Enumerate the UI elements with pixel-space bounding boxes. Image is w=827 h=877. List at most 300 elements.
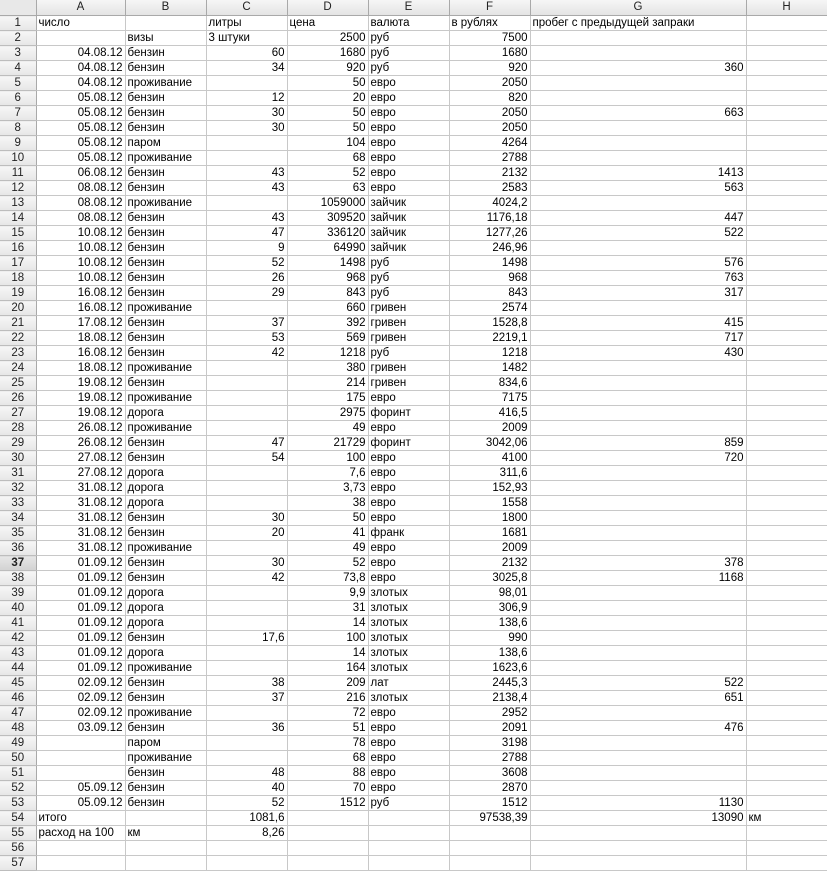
cell-c57[interactable]: [206, 856, 287, 871]
row-header[interactable]: 7: [0, 106, 36, 121]
cell-h54[interactable]: км: [746, 811, 827, 826]
cell-c31[interactable]: [206, 466, 287, 481]
cell-c9[interactable]: [206, 136, 287, 151]
row-header[interactable]: 30: [0, 451, 36, 466]
cell-a18[interactable]: 10.08.12: [36, 271, 125, 286]
cell-h35[interactable]: [746, 526, 827, 541]
cell-b52[interactable]: бензин: [125, 781, 206, 796]
row-header[interactable]: 17: [0, 256, 36, 271]
cell-a30[interactable]: 27.08.12: [36, 451, 125, 466]
cell-h7[interactable]: [746, 106, 827, 121]
row-header[interactable]: 31: [0, 466, 36, 481]
cell-g13[interactable]: [530, 196, 746, 211]
row-header[interactable]: 44: [0, 661, 36, 676]
cell-a16[interactable]: 10.08.12: [36, 241, 125, 256]
cell-b33[interactable]: дорога: [125, 496, 206, 511]
cell-g24[interactable]: [530, 361, 746, 376]
cell-b4[interactable]: бензин: [125, 61, 206, 76]
cell-f25[interactable]: 834,6: [449, 376, 530, 391]
cell-b31[interactable]: дорога: [125, 466, 206, 481]
cell-f6[interactable]: 820: [449, 91, 530, 106]
cell-d21[interactable]: 392: [287, 316, 368, 331]
cell-f22[interactable]: 2219,1: [449, 331, 530, 346]
cell-b17[interactable]: бензин: [125, 256, 206, 271]
cell-c8[interactable]: 30: [206, 121, 287, 136]
cell-a29[interactable]: 26.08.12: [36, 436, 125, 451]
cell-g49[interactable]: [530, 736, 746, 751]
cell-c26[interactable]: [206, 391, 287, 406]
cell-a17[interactable]: 10.08.12: [36, 256, 125, 271]
cell-f43[interactable]: 138,6: [449, 646, 530, 661]
cell-e2[interactable]: руб: [368, 31, 449, 46]
cell-h2[interactable]: [746, 31, 827, 46]
row-header[interactable]: 42: [0, 631, 36, 646]
cell-h13[interactable]: [746, 196, 827, 211]
cell-g35[interactable]: [530, 526, 746, 541]
cell-g11[interactable]: 1413: [530, 166, 746, 181]
row-header[interactable]: 48: [0, 721, 36, 736]
cell-d19[interactable]: 843: [287, 286, 368, 301]
cell-e23[interactable]: руб: [368, 346, 449, 361]
cell-g32[interactable]: [530, 481, 746, 496]
cell-c44[interactable]: [206, 661, 287, 676]
cell-f57[interactable]: [449, 856, 530, 871]
cell-b5[interactable]: проживание: [125, 76, 206, 91]
cell-g41[interactable]: [530, 616, 746, 631]
column-header-e[interactable]: E: [368, 0, 449, 16]
cell-f13[interactable]: 4024,2: [449, 196, 530, 211]
cell-c50[interactable]: [206, 751, 287, 766]
cell-h44[interactable]: [746, 661, 827, 676]
cell-d24[interactable]: 380: [287, 361, 368, 376]
cell-e4[interactable]: руб: [368, 61, 449, 76]
cell-b49[interactable]: паром: [125, 736, 206, 751]
cell-c6[interactable]: 12: [206, 91, 287, 106]
cell-b13[interactable]: проживание: [125, 196, 206, 211]
cell-c25[interactable]: [206, 376, 287, 391]
cell-d3[interactable]: 1680: [287, 46, 368, 61]
cell-d44[interactable]: 164: [287, 661, 368, 676]
cell-c29[interactable]: 47: [206, 436, 287, 451]
cell-b29[interactable]: бензин: [125, 436, 206, 451]
cell-g4[interactable]: 360: [530, 61, 746, 76]
cell-a10[interactable]: 05.08.12: [36, 151, 125, 166]
cell-d2[interactable]: 2500: [287, 31, 368, 46]
cell-h43[interactable]: [746, 646, 827, 661]
cell-c13[interactable]: [206, 196, 287, 211]
cell-h3[interactable]: [746, 46, 827, 61]
row-header[interactable]: 13: [0, 196, 36, 211]
cell-a27[interactable]: 19.08.12: [36, 406, 125, 421]
cell-a43[interactable]: 01.09.12: [36, 646, 125, 661]
cell-g19[interactable]: 317: [530, 286, 746, 301]
cell-e12[interactable]: евро: [368, 181, 449, 196]
cell-g31[interactable]: [530, 466, 746, 481]
cell-c5[interactable]: [206, 76, 287, 91]
cell-g43[interactable]: [530, 646, 746, 661]
cell-h37[interactable]: [746, 556, 827, 571]
row-header[interactable]: 8: [0, 121, 36, 136]
row-header[interactable]: 12: [0, 181, 36, 196]
cell-f34[interactable]: 1800: [449, 511, 530, 526]
cell-a21[interactable]: 17.08.12: [36, 316, 125, 331]
cell-d28[interactable]: 49: [287, 421, 368, 436]
cell-e34[interactable]: евро: [368, 511, 449, 526]
cell-e25[interactable]: гривен: [368, 376, 449, 391]
cell-e1[interactable]: валюта: [368, 16, 449, 31]
cell-f47[interactable]: 2952: [449, 706, 530, 721]
cell-b44[interactable]: проживание: [125, 661, 206, 676]
cell-b1[interactable]: [125, 16, 206, 31]
cell-b24[interactable]: проживание: [125, 361, 206, 376]
cell-b43[interactable]: дорога: [125, 646, 206, 661]
cell-f7[interactable]: 2050: [449, 106, 530, 121]
column-header-g[interactable]: G: [530, 0, 746, 16]
cell-d13[interactable]: 1059000: [287, 196, 368, 211]
cell-h34[interactable]: [746, 511, 827, 526]
cell-a19[interactable]: 16.08.12: [36, 286, 125, 301]
cell-c16[interactable]: 9: [206, 241, 287, 256]
cell-b51[interactable]: бензин: [125, 766, 206, 781]
cell-b53[interactable]: бензин: [125, 796, 206, 811]
cell-e29[interactable]: форинт: [368, 436, 449, 451]
cell-g26[interactable]: [530, 391, 746, 406]
cell-b50[interactable]: проживание: [125, 751, 206, 766]
cell-g54[interactable]: 13090: [530, 811, 746, 826]
cell-c24[interactable]: [206, 361, 287, 376]
cell-b26[interactable]: проживание: [125, 391, 206, 406]
cell-f51[interactable]: 3608: [449, 766, 530, 781]
cell-h25[interactable]: [746, 376, 827, 391]
cell-e27[interactable]: форинт: [368, 406, 449, 421]
cell-f29[interactable]: 3042,06: [449, 436, 530, 451]
cell-g56[interactable]: [530, 841, 746, 856]
cell-h11[interactable]: [746, 166, 827, 181]
cell-e9[interactable]: евро: [368, 136, 449, 151]
cell-a38[interactable]: 01.09.12: [36, 571, 125, 586]
cell-h49[interactable]: [746, 736, 827, 751]
row-header[interactable]: 28: [0, 421, 36, 436]
cell-b47[interactable]: проживание: [125, 706, 206, 721]
cell-f41[interactable]: 138,6: [449, 616, 530, 631]
column-header-f[interactable]: F: [449, 0, 530, 16]
cell-h41[interactable]: [746, 616, 827, 631]
row-header[interactable]: 37: [0, 556, 36, 571]
cell-h55[interactable]: [746, 826, 827, 841]
cell-e32[interactable]: евро: [368, 481, 449, 496]
cell-e46[interactable]: злотых: [368, 691, 449, 706]
cell-g46[interactable]: 651: [530, 691, 746, 706]
cell-b21[interactable]: бензин: [125, 316, 206, 331]
cell-d15[interactable]: 336120: [287, 226, 368, 241]
cell-d48[interactable]: 51: [287, 721, 368, 736]
cell-c21[interactable]: 37: [206, 316, 287, 331]
cell-a9[interactable]: 05.08.12: [36, 136, 125, 151]
row-header[interactable]: 16: [0, 241, 36, 256]
cell-d11[interactable]: 52: [287, 166, 368, 181]
cell-c11[interactable]: 43: [206, 166, 287, 181]
cell-h31[interactable]: [746, 466, 827, 481]
cell-g8[interactable]: [530, 121, 746, 136]
cell-d53[interactable]: 1512: [287, 796, 368, 811]
cell-a15[interactable]: 10.08.12: [36, 226, 125, 241]
cell-e26[interactable]: евро: [368, 391, 449, 406]
cell-b9[interactable]: паром: [125, 136, 206, 151]
cell-b8[interactable]: бензин: [125, 121, 206, 136]
cell-h28[interactable]: [746, 421, 827, 436]
cell-d9[interactable]: 104: [287, 136, 368, 151]
cell-g39[interactable]: [530, 586, 746, 601]
cell-e11[interactable]: евро: [368, 166, 449, 181]
cell-b42[interactable]: бензин: [125, 631, 206, 646]
cell-e38[interactable]: евро: [368, 571, 449, 586]
cell-d14[interactable]: 309520: [287, 211, 368, 226]
cell-d51[interactable]: 88: [287, 766, 368, 781]
row-header[interactable]: 51: [0, 766, 36, 781]
cell-h24[interactable]: [746, 361, 827, 376]
cell-e19[interactable]: руб: [368, 286, 449, 301]
cell-a41[interactable]: 01.09.12: [36, 616, 125, 631]
cell-e3[interactable]: руб: [368, 46, 449, 61]
row-header[interactable]: 21: [0, 316, 36, 331]
cell-g6[interactable]: [530, 91, 746, 106]
cell-h50[interactable]: [746, 751, 827, 766]
cell-f21[interactable]: 1528,8: [449, 316, 530, 331]
cell-b7[interactable]: бензин: [125, 106, 206, 121]
row-header[interactable]: 9: [0, 136, 36, 151]
cell-f18[interactable]: 968: [449, 271, 530, 286]
cell-f56[interactable]: [449, 841, 530, 856]
cell-e8[interactable]: евро: [368, 121, 449, 136]
cell-b28[interactable]: проживание: [125, 421, 206, 436]
cell-g40[interactable]: [530, 601, 746, 616]
cell-h21[interactable]: [746, 316, 827, 331]
cell-d22[interactable]: 569: [287, 331, 368, 346]
cell-f35[interactable]: 1681: [449, 526, 530, 541]
cell-f42[interactable]: 990: [449, 631, 530, 646]
cell-d43[interactable]: 14: [287, 646, 368, 661]
cell-d52[interactable]: 70: [287, 781, 368, 796]
cell-f28[interactable]: 2009: [449, 421, 530, 436]
cell-b34[interactable]: бензин: [125, 511, 206, 526]
cell-b14[interactable]: бензин: [125, 211, 206, 226]
cell-d27[interactable]: 2975: [287, 406, 368, 421]
cell-d29[interactable]: 21729: [287, 436, 368, 451]
cell-c53[interactable]: 52: [206, 796, 287, 811]
cell-e16[interactable]: зайчик: [368, 241, 449, 256]
cell-c10[interactable]: [206, 151, 287, 166]
cell-d41[interactable]: 14: [287, 616, 368, 631]
cell-e30[interactable]: евро: [368, 451, 449, 466]
cell-e31[interactable]: евро: [368, 466, 449, 481]
cell-c48[interactable]: 36: [206, 721, 287, 736]
cell-b12[interactable]: бензин: [125, 181, 206, 196]
cell-h32[interactable]: [746, 481, 827, 496]
cell-h26[interactable]: [746, 391, 827, 406]
cell-g15[interactable]: 522: [530, 226, 746, 241]
cell-a36[interactable]: 31.08.12: [36, 541, 125, 556]
row-header[interactable]: 32: [0, 481, 36, 496]
cell-b32[interactable]: дорога: [125, 481, 206, 496]
cell-h57[interactable]: [746, 856, 827, 871]
cell-h23[interactable]: [746, 346, 827, 361]
cell-g34[interactable]: [530, 511, 746, 526]
cell-d10[interactable]: 68: [287, 151, 368, 166]
row-header[interactable]: 50: [0, 751, 36, 766]
row-header[interactable]: 10: [0, 151, 36, 166]
cell-f19[interactable]: 843: [449, 286, 530, 301]
cell-h33[interactable]: [746, 496, 827, 511]
row-header[interactable]: 53: [0, 796, 36, 811]
cell-e35[interactable]: франк: [368, 526, 449, 541]
cell-c33[interactable]: [206, 496, 287, 511]
row-header[interactable]: 38: [0, 571, 36, 586]
row-header[interactable]: 5: [0, 76, 36, 91]
cell-e48[interactable]: евро: [368, 721, 449, 736]
cell-g2[interactable]: [530, 31, 746, 46]
cell-b6[interactable]: бензин: [125, 91, 206, 106]
cell-f54[interactable]: 97538,39: [449, 811, 530, 826]
cell-h5[interactable]: [746, 76, 827, 91]
cell-g36[interactable]: [530, 541, 746, 556]
cell-b39[interactable]: дорога: [125, 586, 206, 601]
cell-b15[interactable]: бензин: [125, 226, 206, 241]
cell-c51[interactable]: 48: [206, 766, 287, 781]
cell-g9[interactable]: [530, 136, 746, 151]
cell-e10[interactable]: евро: [368, 151, 449, 166]
cell-a49[interactable]: [36, 736, 125, 751]
cell-h51[interactable]: [746, 766, 827, 781]
row-header[interactable]: 46: [0, 691, 36, 706]
cell-g7[interactable]: 663: [530, 106, 746, 121]
cell-d20[interactable]: 660: [287, 301, 368, 316]
cell-b25[interactable]: бензин: [125, 376, 206, 391]
cell-d54[interactable]: [287, 811, 368, 826]
cell-d33[interactable]: 38: [287, 496, 368, 511]
cell-c54[interactable]: 1081,6: [206, 811, 287, 826]
cell-e44[interactable]: злотых: [368, 661, 449, 676]
row-header[interactable]: 57: [0, 856, 36, 871]
column-header-b[interactable]: B: [125, 0, 206, 16]
cell-g48[interactable]: 476: [530, 721, 746, 736]
cell-a5[interactable]: 04.08.12: [36, 76, 125, 91]
cell-g3[interactable]: [530, 46, 746, 61]
cell-d1[interactable]: цена: [287, 16, 368, 31]
cell-b3[interactable]: бензин: [125, 46, 206, 61]
cell-a35[interactable]: 31.08.12: [36, 526, 125, 541]
cell-e43[interactable]: злотых: [368, 646, 449, 661]
cell-g29[interactable]: 859: [530, 436, 746, 451]
cell-f45[interactable]: 2445,3: [449, 676, 530, 691]
cell-b40[interactable]: дорога: [125, 601, 206, 616]
cell-h38[interactable]: [746, 571, 827, 586]
cell-d46[interactable]: 216: [287, 691, 368, 706]
cell-a28[interactable]: 26.08.12: [36, 421, 125, 436]
row-header[interactable]: 45: [0, 676, 36, 691]
cell-d56[interactable]: [287, 841, 368, 856]
cell-e5[interactable]: евро: [368, 76, 449, 91]
cell-h53[interactable]: [746, 796, 827, 811]
cell-e14[interactable]: зайчик: [368, 211, 449, 226]
cell-c39[interactable]: [206, 586, 287, 601]
cell-f12[interactable]: 2583: [449, 181, 530, 196]
cell-e41[interactable]: злотых: [368, 616, 449, 631]
cell-b16[interactable]: бензин: [125, 241, 206, 256]
cell-f3[interactable]: 1680: [449, 46, 530, 61]
cell-h52[interactable]: [746, 781, 827, 796]
cell-c38[interactable]: 42: [206, 571, 287, 586]
cell-g10[interactable]: [530, 151, 746, 166]
cell-f20[interactable]: 2574: [449, 301, 530, 316]
cell-c56[interactable]: [206, 841, 287, 856]
cell-a23[interactable]: 16.08.12: [36, 346, 125, 361]
cell-b35[interactable]: бензин: [125, 526, 206, 541]
cell-d39[interactable]: 9,9: [287, 586, 368, 601]
cell-c1[interactable]: литры: [206, 16, 287, 31]
cell-e28[interactable]: евро: [368, 421, 449, 436]
cell-a3[interactable]: 04.08.12: [36, 46, 125, 61]
cell-g47[interactable]: [530, 706, 746, 721]
cell-a13[interactable]: 08.08.12: [36, 196, 125, 211]
cell-d6[interactable]: 20: [287, 91, 368, 106]
cell-e20[interactable]: гривен: [368, 301, 449, 316]
cell-a45[interactable]: 02.09.12: [36, 676, 125, 691]
cell-h42[interactable]: [746, 631, 827, 646]
cell-b36[interactable]: проживание: [125, 541, 206, 556]
cell-a54[interactable]: итого: [36, 811, 125, 826]
cell-g18[interactable]: 763: [530, 271, 746, 286]
cell-e49[interactable]: евро: [368, 736, 449, 751]
cell-e47[interactable]: евро: [368, 706, 449, 721]
row-header[interactable]: 18: [0, 271, 36, 286]
cell-d50[interactable]: 68: [287, 751, 368, 766]
row-header[interactable]: 54: [0, 811, 36, 826]
cell-d31[interactable]: 7,6: [287, 466, 368, 481]
cell-a4[interactable]: 04.08.12: [36, 61, 125, 76]
cell-c45[interactable]: 38: [206, 676, 287, 691]
cell-g55[interactable]: [530, 826, 746, 841]
cell-e57[interactable]: [368, 856, 449, 871]
cell-f1[interactable]: в рублях: [449, 16, 530, 31]
cell-e54[interactable]: [368, 811, 449, 826]
cell-c12[interactable]: 43: [206, 181, 287, 196]
column-header-c[interactable]: C: [206, 0, 287, 16]
cell-h17[interactable]: [746, 256, 827, 271]
row-header[interactable]: 1: [0, 16, 36, 31]
cell-e40[interactable]: злотых: [368, 601, 449, 616]
cell-b27[interactable]: дорога: [125, 406, 206, 421]
cell-h14[interactable]: [746, 211, 827, 226]
row-header[interactable]: 25: [0, 376, 36, 391]
cell-h22[interactable]: [746, 331, 827, 346]
cell-d57[interactable]: [287, 856, 368, 871]
cell-g20[interactable]: [530, 301, 746, 316]
cell-h40[interactable]: [746, 601, 827, 616]
cell-d40[interactable]: 31: [287, 601, 368, 616]
cell-a55[interactable]: расход на 100: [36, 826, 125, 841]
cell-c40[interactable]: [206, 601, 287, 616]
cell-d38[interactable]: 73,8: [287, 571, 368, 586]
cell-b54[interactable]: [125, 811, 206, 826]
cell-h45[interactable]: [746, 676, 827, 691]
cell-b55[interactable]: км: [125, 826, 206, 841]
cell-g12[interactable]: 563: [530, 181, 746, 196]
cell-e39[interactable]: злотых: [368, 586, 449, 601]
cell-e42[interactable]: злотых: [368, 631, 449, 646]
cell-f11[interactable]: 2132: [449, 166, 530, 181]
cell-b18[interactable]: бензин: [125, 271, 206, 286]
cell-d45[interactable]: 209: [287, 676, 368, 691]
